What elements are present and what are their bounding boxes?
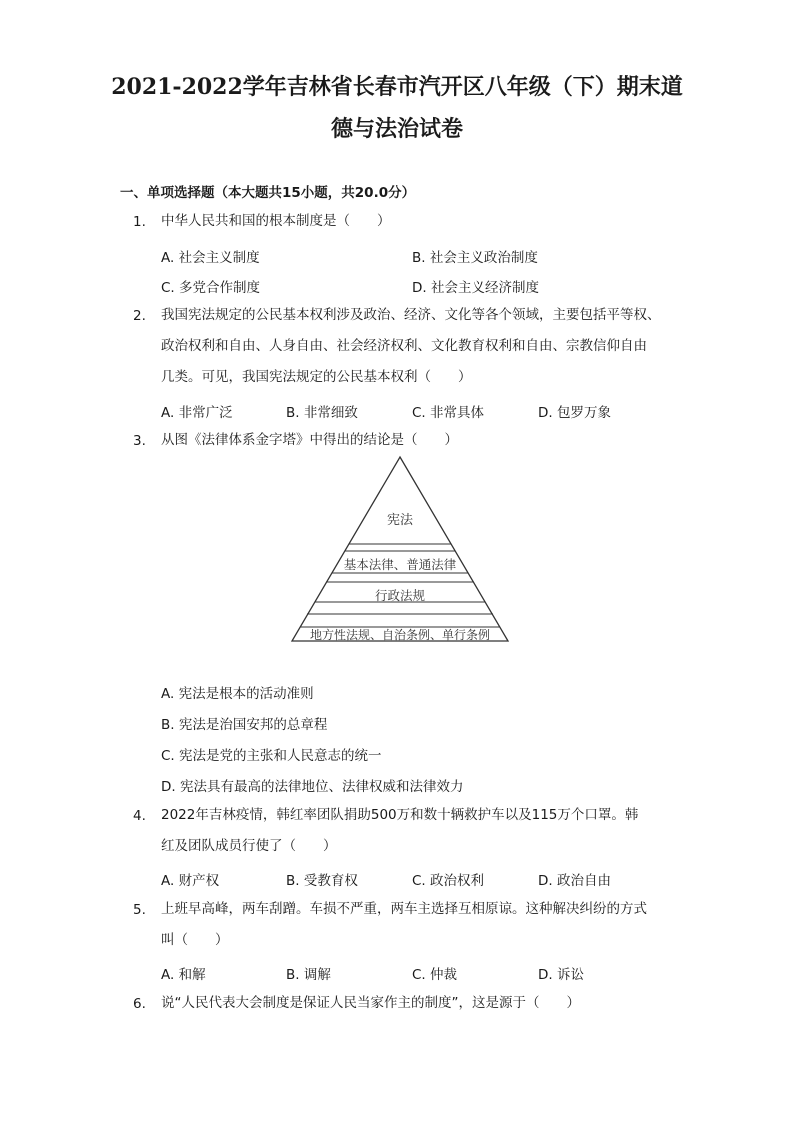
question-2-line2: 政治权利和自由、人身自由、社会经济权利、文化教育权利和自由、宗教信仰自由 (161, 338, 647, 354)
q1-option-a: A. 社会主义制度 (161, 250, 260, 266)
question-1-number: 1. (133, 214, 146, 230)
law-system-pyramid-figure (284, 454, 516, 646)
question-6-text: 说“人民代表大会制度是保证人民当家作主的制度”，这是源于（ ） (161, 995, 580, 1011)
question-2-line3: 几类。可见，我国宪法规定的公民基本权利（ ） (161, 369, 472, 385)
pyramid-level-admin-regulations: 行政法规 (374, 588, 426, 603)
q3-option-c: C. 宪法是党的主张和人民意志的统一 (161, 748, 382, 764)
q3-option-d: D. 宪法具有最高的法律地位、法律权威和法律效力 (161, 779, 464, 795)
q4-option-d: D. 政治自由 (538, 873, 611, 889)
question-2-line1: 我国宪法规定的公民基本权利涉及政治、经济、文化等各个领域，主要包括平等权、 (161, 307, 661, 323)
question-4-number: 4. (133, 808, 146, 824)
q4-option-c: C. 政治权利 (412, 873, 485, 889)
pyramid-level-basic-laws: 基本法律、普通法律 (343, 557, 457, 572)
question-3-text: 从图《法律体系金字塔》中得出的结论是（ ） (161, 432, 458, 448)
q5-option-c: C. 仲裁 (412, 967, 458, 983)
question-2-number: 2. (133, 308, 146, 324)
pyramid-level-local-regulations: 地方性法规、自治条例、单行条例 (309, 628, 491, 642)
q5-option-b: B. 调解 (286, 967, 331, 983)
q2-option-c: C. 非常具体 (412, 405, 485, 421)
q1-option-d: D. 社会主义经济制度 (412, 280, 539, 296)
exam-title-line1: 2021-2022学年吉林省长春市汽开区八年级（下）期末道 (111, 74, 683, 100)
section-heading: 一、单项选择题（本大题共15小题，共20.0分） (120, 185, 416, 201)
pyramid-level-constitution: 宪法 (386, 513, 414, 528)
q1-option-c: C. 多党合作制度 (161, 280, 261, 296)
q1-option-b: B. 社会主义政治制度 (412, 250, 538, 266)
q2-option-a: A. 非常广泛 (161, 405, 233, 421)
question-5-line2: 叫（ ） (161, 932, 229, 948)
question-4-line1: 2022年吉林疫情，韩红率团队捐助500万和数十辆救护车以及115万个口罩。韩 (161, 807, 639, 823)
q4-option-a: A. 财产权 (161, 873, 220, 889)
q3-option-b: B. 宪法是治国安邦的总章程 (161, 717, 328, 733)
q2-option-d: D. 包罗万象 (538, 405, 611, 421)
q2-option-b: B. 非常细致 (286, 405, 358, 421)
question-3-number: 3. (133, 433, 146, 449)
q3-option-a: A. 宪法是根本的活动准则 (161, 686, 314, 702)
q5-option-a: A. 和解 (161, 967, 206, 983)
question-6-number: 6. (133, 996, 146, 1012)
question-5-number: 5. (133, 902, 146, 918)
question-1-text: 中华人民共和国的根本制度是（ ） (161, 213, 391, 229)
exam-title-line2: 德与法治试卷 (330, 116, 463, 142)
q4-option-b: B. 受教育权 (286, 873, 358, 889)
question-4-line2: 红及团队成员行使了（ ） (161, 838, 337, 854)
question-5-line1: 上班早高峰，两车刮蹭。车损不严重，两车主选择互相原谅。这种解决纠纷的方式 (161, 901, 647, 917)
q5-option-d: D. 诉讼 (538, 967, 584, 983)
